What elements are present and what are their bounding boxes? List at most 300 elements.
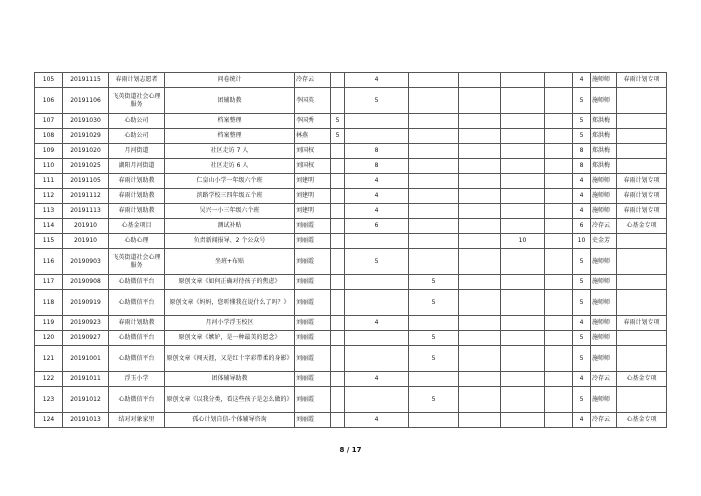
cell-total: 5 — [573, 129, 591, 144]
cell-hours-col-6 — [545, 290, 573, 316]
table-row — [35, 204, 667, 219]
cell-date: 20190923 — [63, 316, 109, 331]
cell-hours-col-1: 5 — [331, 129, 345, 144]
cell-hours-col-1 — [331, 88, 345, 114]
cell-supervisor: 施师师 — [591, 316, 617, 331]
cell-person: 刘建明 — [295, 204, 331, 219]
cell-supervisor: 施师师 — [591, 249, 617, 275]
cell-hours-col-6 — [545, 234, 573, 249]
cell-content: 档案整理 — [165, 114, 295, 129]
cell-supervisor: 郑洪梅 — [591, 144, 617, 159]
table-row — [35, 129, 667, 144]
cell-unit: 心助微信平台 — [109, 387, 165, 413]
cell-row-number: 112 — [35, 189, 63, 204]
cell-hours-col-1 — [331, 174, 345, 189]
cell-hours-col-6 — [545, 159, 573, 174]
table-row — [35, 219, 667, 234]
cell-date: 20191012 — [63, 387, 109, 413]
cell-hours-col-5: 10 — [501, 234, 545, 249]
cell-note: 春雨计划专项 — [617, 174, 667, 189]
cell-supervisor: 施师师 — [591, 331, 617, 346]
cell-supervisor: 冷存云 — [591, 413, 617, 428]
cell-hours-col-5 — [501, 159, 545, 174]
cell-total: 4 — [573, 372, 591, 387]
cell-hours-col-1 — [331, 413, 345, 428]
cell-total: 5 — [573, 331, 591, 346]
cell-unit: 湖阳月河街道 — [109, 159, 165, 174]
cell-hours-col-6 — [545, 114, 573, 129]
cell-hours-col-2: 8 — [345, 144, 409, 159]
cell-hours-col-5 — [501, 290, 545, 316]
cell-hours-col-4 — [459, 413, 501, 428]
cell-total: 6 — [573, 219, 591, 234]
cell-note: 春雨计划专项 — [617, 316, 667, 331]
cell-total: 5 — [573, 387, 591, 413]
cell-note: 春雨计划专项 — [617, 189, 667, 204]
cell-hours-col-1 — [331, 234, 345, 249]
cell-content: 仁皇山小学一年级六个班 — [165, 174, 295, 189]
cell-hours-col-2 — [345, 129, 409, 144]
cell-row-number: 124 — [35, 413, 63, 428]
cell-hours-col-4 — [459, 159, 501, 174]
cell-hours-col-3 — [409, 219, 459, 234]
cell-row-number: 107 — [35, 114, 63, 129]
cell-hours-col-2: 4 — [345, 189, 409, 204]
cell-hours-col-4 — [459, 88, 501, 114]
cell-hours-col-2 — [345, 346, 409, 372]
cell-hours-col-4 — [459, 275, 501, 290]
table-row — [35, 144, 667, 159]
cell-row-number: 106 — [35, 88, 63, 114]
cell-unit: 飞英街道社会心理服务 — [109, 249, 165, 275]
cell-supervisor: 施师师 — [591, 73, 617, 88]
cell-hours-col-5 — [501, 88, 545, 114]
cell-hours-col-4 — [459, 234, 501, 249]
table-row — [35, 114, 667, 129]
cell-note — [617, 88, 667, 114]
cell-date: 201910 — [63, 234, 109, 249]
cell-note — [617, 331, 667, 346]
cell-row-number: 108 — [35, 129, 63, 144]
cell-hours-col-5 — [501, 189, 545, 204]
cell-row-number: 105 — [35, 73, 63, 88]
cell-row-number: 120 — [35, 331, 63, 346]
cell-person: 刘丽霞 — [295, 275, 331, 290]
cell-hours-col-2: 4 — [345, 372, 409, 387]
cell-note: 心基金专项 — [617, 372, 667, 387]
cell-supervisor: 郑洪梅 — [591, 159, 617, 174]
cell-hours-col-1 — [331, 144, 345, 159]
cell-row-number: 117 — [35, 275, 63, 290]
cell-unit: 心助微信平台 — [109, 346, 165, 372]
cell-date: 201910 — [63, 219, 109, 234]
cell-content: 孤心计划自信-个体辅导咨询 — [165, 413, 295, 428]
cell-total: 4 — [573, 413, 591, 428]
cell-supervisor: 施师师 — [591, 88, 617, 114]
cell-date: 20191011 — [63, 372, 109, 387]
cell-hours-col-1 — [331, 73, 345, 88]
cell-hours-col-2 — [345, 290, 409, 316]
cell-total: 5 — [573, 275, 591, 290]
cell-content: 月河小学浮玉校区 — [165, 316, 295, 331]
cell-content: 负责新闻报导、2 个公众号 — [165, 234, 295, 249]
cell-hours-col-3 — [409, 88, 459, 114]
cell-total: 8 — [573, 144, 591, 159]
cell-note: 春雨计划专项 — [617, 73, 667, 88]
cell-note — [617, 290, 667, 316]
cell-hours-col-5 — [501, 219, 545, 234]
cell-hours-col-2: 4 — [345, 73, 409, 88]
cell-hours-col-1 — [331, 316, 345, 331]
cell-hours-col-5 — [501, 174, 545, 189]
table-row — [35, 73, 667, 88]
table-row — [35, 372, 667, 387]
cell-content: 问卷统计 — [165, 73, 295, 88]
cell-date: 20191030 — [63, 114, 109, 129]
cell-total: 8 — [573, 159, 591, 174]
cell-hours-col-3: 5 — [409, 290, 459, 316]
cell-hours-col-5 — [501, 275, 545, 290]
cell-unit: 心助微信平台 — [109, 331, 165, 346]
cell-hours-col-4 — [459, 249, 501, 275]
cell-date: 20191020 — [63, 144, 109, 159]
cell-supervisor: 施师师 — [591, 204, 617, 219]
cell-hours-col-3 — [409, 159, 459, 174]
cell-total: 5 — [573, 114, 591, 129]
cell-person: 林燕 — [295, 129, 331, 144]
cell-hours-col-3: 5 — [409, 275, 459, 290]
cell-hours-col-3 — [409, 413, 459, 428]
cell-note — [617, 346, 667, 372]
cell-hours-col-6 — [545, 129, 573, 144]
cell-person: 刘国权 — [295, 159, 331, 174]
cell-content: 测试补贴 — [165, 219, 295, 234]
cell-row-number: 121 — [35, 346, 63, 372]
cell-hours-col-2 — [345, 387, 409, 413]
cell-hours-col-3 — [409, 316, 459, 331]
cell-supervisor: 施师师 — [591, 387, 617, 413]
cell-total: 4 — [573, 189, 591, 204]
cell-total: 5 — [573, 346, 591, 372]
cell-hours-col-1 — [331, 346, 345, 372]
cell-hours-col-3: 5 — [409, 331, 459, 346]
cell-content: 档案整理 — [165, 129, 295, 144]
cell-supervisor: 施师师 — [591, 346, 617, 372]
cell-hours-col-3 — [409, 144, 459, 159]
cell-hours-col-6 — [545, 372, 573, 387]
page-number: 8 / 17 — [339, 446, 362, 454]
cell-person: 刘丽霞 — [295, 249, 331, 275]
cell-hours-col-6 — [545, 413, 573, 428]
cell-hours-col-3 — [409, 73, 459, 88]
cell-unit: 春雨计划助教 — [109, 204, 165, 219]
cell-unit: 心助公司 — [109, 129, 165, 144]
cell-date: 20190919 — [63, 290, 109, 316]
cell-hours-col-5 — [501, 346, 545, 372]
cell-hours-col-5 — [501, 413, 545, 428]
cell-note — [617, 249, 667, 275]
table-row — [35, 275, 667, 290]
cell-content: 原创文章《以我分类，看这些孩子是怎么做的》 — [165, 387, 295, 413]
cell-hours-col-4 — [459, 387, 501, 413]
cell-hours-col-6 — [545, 219, 573, 234]
cell-hours-col-4 — [459, 372, 501, 387]
cell-note: 心基金专项 — [617, 413, 667, 428]
cell-hours-col-6 — [545, 331, 573, 346]
cell-total: 4 — [573, 316, 591, 331]
cell-hours-col-1 — [331, 219, 345, 234]
cell-hours-col-6 — [545, 249, 573, 275]
cell-person: 李国英 — [295, 88, 331, 114]
cell-hours-col-4 — [459, 316, 501, 331]
cell-unit: 飞英街道社会心理服务 — [109, 88, 165, 114]
cell-person: 刘丽霞 — [295, 290, 331, 316]
cell-row-number: 111 — [35, 174, 63, 189]
cell-content: 社区走访 6 人 — [165, 159, 295, 174]
cell-row-number: 109 — [35, 144, 63, 159]
cell-row-number: 119 — [35, 316, 63, 331]
cell-hours-col-5 — [501, 73, 545, 88]
cell-hours-col-4 — [459, 219, 501, 234]
cell-hours-col-5 — [501, 331, 545, 346]
cell-hours-col-2: 6 — [345, 219, 409, 234]
cell-supervisor: 史金芳 — [591, 234, 617, 249]
cell-unit: 心助公司 — [109, 114, 165, 129]
cell-note — [617, 387, 667, 413]
cell-person: 刘丽霞 — [295, 219, 331, 234]
cell-total: 5 — [573, 290, 591, 316]
cell-total: 10 — [573, 234, 591, 249]
cell-person: 刘建明 — [295, 189, 331, 204]
cell-hours-col-1 — [331, 372, 345, 387]
cell-hours-col-2 — [345, 234, 409, 249]
cell-hours-col-1 — [331, 387, 345, 413]
cell-hours-col-5 — [501, 387, 545, 413]
cell-content: 吴兴一小三年级六个班 — [165, 204, 295, 219]
cell-note — [617, 129, 667, 144]
cell-hours-col-5 — [501, 114, 545, 129]
cell-hours-col-3 — [409, 204, 459, 219]
cell-hours-col-4 — [459, 73, 501, 88]
cell-hours-col-6 — [545, 144, 573, 159]
cell-hours-col-3 — [409, 114, 459, 129]
cell-row-number: 114 — [35, 219, 63, 234]
table-row — [35, 290, 667, 316]
cell-unit: 浮玉小学 — [109, 372, 165, 387]
records-table — [34, 72, 667, 428]
cell-row-number: 123 — [35, 387, 63, 413]
cell-hours-col-6 — [545, 387, 573, 413]
cell-supervisor: 郑洪梅 — [591, 129, 617, 144]
table-row — [35, 387, 667, 413]
cell-supervisor: 冷存云 — [591, 219, 617, 234]
cell-hours-col-5 — [501, 372, 545, 387]
cell-hours-col-4 — [459, 174, 501, 189]
cell-hours-col-1 — [331, 275, 345, 290]
table-row — [35, 346, 667, 372]
cell-unit: 春雨计划助教 — [109, 189, 165, 204]
cell-note: 春雨计划专项 — [617, 204, 667, 219]
cell-date: 20191112 — [63, 189, 109, 204]
cell-unit: 月河街道 — [109, 144, 165, 159]
cell-date: 20191105 — [63, 174, 109, 189]
cell-hours-col-4 — [459, 204, 501, 219]
cell-note: 心基金专项 — [617, 219, 667, 234]
cell-hours-col-6 — [545, 73, 573, 88]
cell-row-number: 118 — [35, 290, 63, 316]
cell-hours-col-4 — [459, 331, 501, 346]
cell-unit: 春雨计划志愿者 — [109, 73, 165, 88]
cell-hours-col-5 — [501, 204, 545, 219]
cell-date: 20191001 — [63, 346, 109, 372]
cell-note — [617, 114, 667, 129]
cell-hours-col-1 — [331, 159, 345, 174]
cell-hours-col-5 — [501, 249, 545, 275]
cell-hours-col-3: 5 — [409, 346, 459, 372]
cell-content: 原创文章《妈妈，您听懂我在说什么了吗？》 — [165, 290, 295, 316]
cell-unit: 心助微信平台 — [109, 275, 165, 290]
cell-person: 刘丽霞 — [295, 346, 331, 372]
cell-person: 刘丽霞 — [295, 316, 331, 331]
cell-hours-col-3 — [409, 174, 459, 189]
cell-date: 20190903 — [63, 249, 109, 275]
cell-unit: 春雨计划助教 — [109, 174, 165, 189]
cell-hours-col-4 — [459, 290, 501, 316]
cell-total: 5 — [573, 249, 591, 275]
cell-note — [617, 159, 667, 174]
cell-date: 20191025 — [63, 159, 109, 174]
cell-content: 坐班+布贴 — [165, 249, 295, 275]
table-row — [35, 234, 667, 249]
cell-hours-col-1: 5 — [331, 114, 345, 129]
cell-hours-col-2 — [345, 275, 409, 290]
cell-hours-col-4 — [459, 346, 501, 372]
cell-row-number: 115 — [35, 234, 63, 249]
cell-hours-col-4 — [459, 189, 501, 204]
cell-content: 原创文章《闯天涯，又是红十字彩带柔的身影》 — [165, 346, 295, 372]
cell-hours-col-3: 5 — [409, 387, 459, 413]
cell-person: 刘丽霞 — [295, 413, 331, 428]
cell-row-number: 110 — [35, 159, 63, 174]
cell-hours-col-6 — [545, 316, 573, 331]
cell-hours-col-3 — [409, 249, 459, 275]
table-row — [35, 174, 667, 189]
cell-content: 团体辅导助教 — [165, 372, 295, 387]
cell-note — [617, 144, 667, 159]
cell-hours-col-4 — [459, 144, 501, 159]
cell-date: 20190908 — [63, 275, 109, 290]
cell-hours-col-1 — [331, 189, 345, 204]
cell-supervisor: 施师师 — [591, 189, 617, 204]
table-row — [35, 316, 667, 331]
cell-date: 20191113 — [63, 204, 109, 219]
cell-supervisor: 冷存云 — [591, 372, 617, 387]
cell-hours-col-2: 5 — [345, 249, 409, 275]
table-row — [35, 413, 667, 428]
cell-unit: 春雨计划助教 — [109, 316, 165, 331]
cell-hours-col-2: 5 — [345, 88, 409, 114]
cell-hours-col-2 — [345, 331, 409, 346]
cell-hours-col-2: 4 — [345, 413, 409, 428]
cell-unit: 心助微信平台 — [109, 290, 165, 316]
cell-total: 4 — [573, 204, 591, 219]
cell-hours-col-5 — [501, 144, 545, 159]
cell-date: 20190927 — [63, 331, 109, 346]
cell-supervisor: 施师师 — [591, 275, 617, 290]
table-row — [35, 331, 667, 346]
cell-content: 滨路学校三四年级五个班 — [165, 189, 295, 204]
cell-hours-col-2: 4 — [345, 174, 409, 189]
cell-unit: 结对对象家里 — [109, 413, 165, 428]
cell-hours-col-2 — [345, 114, 409, 129]
table-row — [35, 159, 667, 174]
cell-hours-col-2: 8 — [345, 159, 409, 174]
cell-hours-col-1 — [331, 290, 345, 316]
cell-person: 刘丽霞 — [295, 234, 331, 249]
cell-content: 社区走访 7 人 — [165, 144, 295, 159]
cell-note — [617, 234, 667, 249]
cell-hours-col-3 — [409, 234, 459, 249]
table-row — [35, 249, 667, 275]
cell-row-number: 113 — [35, 204, 63, 219]
cell-supervisor: 施师师 — [591, 290, 617, 316]
cell-hours-col-3 — [409, 129, 459, 144]
cell-hours-col-4 — [459, 114, 501, 129]
cell-hours-col-5 — [501, 129, 545, 144]
cell-hours-col-1 — [331, 204, 345, 219]
cell-supervisor: 郑洪梅 — [591, 114, 617, 129]
cell-row-number: 122 — [35, 372, 63, 387]
cell-unit: 心基金项目 — [109, 219, 165, 234]
cell-hours-col-1 — [331, 249, 345, 275]
cell-hours-col-3 — [409, 372, 459, 387]
cell-date: 20191013 — [63, 413, 109, 428]
table-row — [35, 189, 667, 204]
table-row — [35, 88, 667, 114]
cell-person: 刘丽霞 — [295, 387, 331, 413]
cell-date: 20191115 — [63, 73, 109, 88]
cell-hours-col-3 — [409, 189, 459, 204]
cell-total: 5 — [573, 88, 591, 114]
cell-hours-col-5 — [501, 316, 545, 331]
cell-supervisor: 施师师 — [591, 174, 617, 189]
cell-content: 原创文章《嫉妒，是一种最美的愿念》 — [165, 331, 295, 346]
cell-content: 团辅助教 — [165, 88, 295, 114]
cell-content: 原创文章《如何正确对待孩子的焦虑》 — [165, 275, 295, 290]
cell-hours-col-6 — [545, 174, 573, 189]
cell-note — [617, 275, 667, 290]
cell-date: 20191029 — [63, 129, 109, 144]
cell-hours-col-1 — [331, 331, 345, 346]
cell-hours-col-6 — [545, 275, 573, 290]
cell-person: 刘国权 — [295, 144, 331, 159]
cell-hours-col-4 — [459, 129, 501, 144]
cell-hours-col-6 — [545, 204, 573, 219]
cell-date: 20191106 — [63, 88, 109, 114]
cell-hours-col-2: 4 — [345, 316, 409, 331]
cell-hours-col-6 — [545, 346, 573, 372]
cell-hours-col-6 — [545, 88, 573, 114]
cell-total: 4 — [573, 174, 591, 189]
cell-person: 刘丽霞 — [295, 372, 331, 387]
cell-hours-col-2: 4 — [345, 204, 409, 219]
cell-row-number: 116 — [35, 249, 63, 275]
cell-person: 李国秀 — [295, 114, 331, 129]
cell-total: 4 — [573, 73, 591, 88]
cell-unit: 心助心理 — [109, 234, 165, 249]
cell-hours-col-6 — [545, 189, 573, 204]
cell-person: 刘建明 — [295, 174, 331, 189]
